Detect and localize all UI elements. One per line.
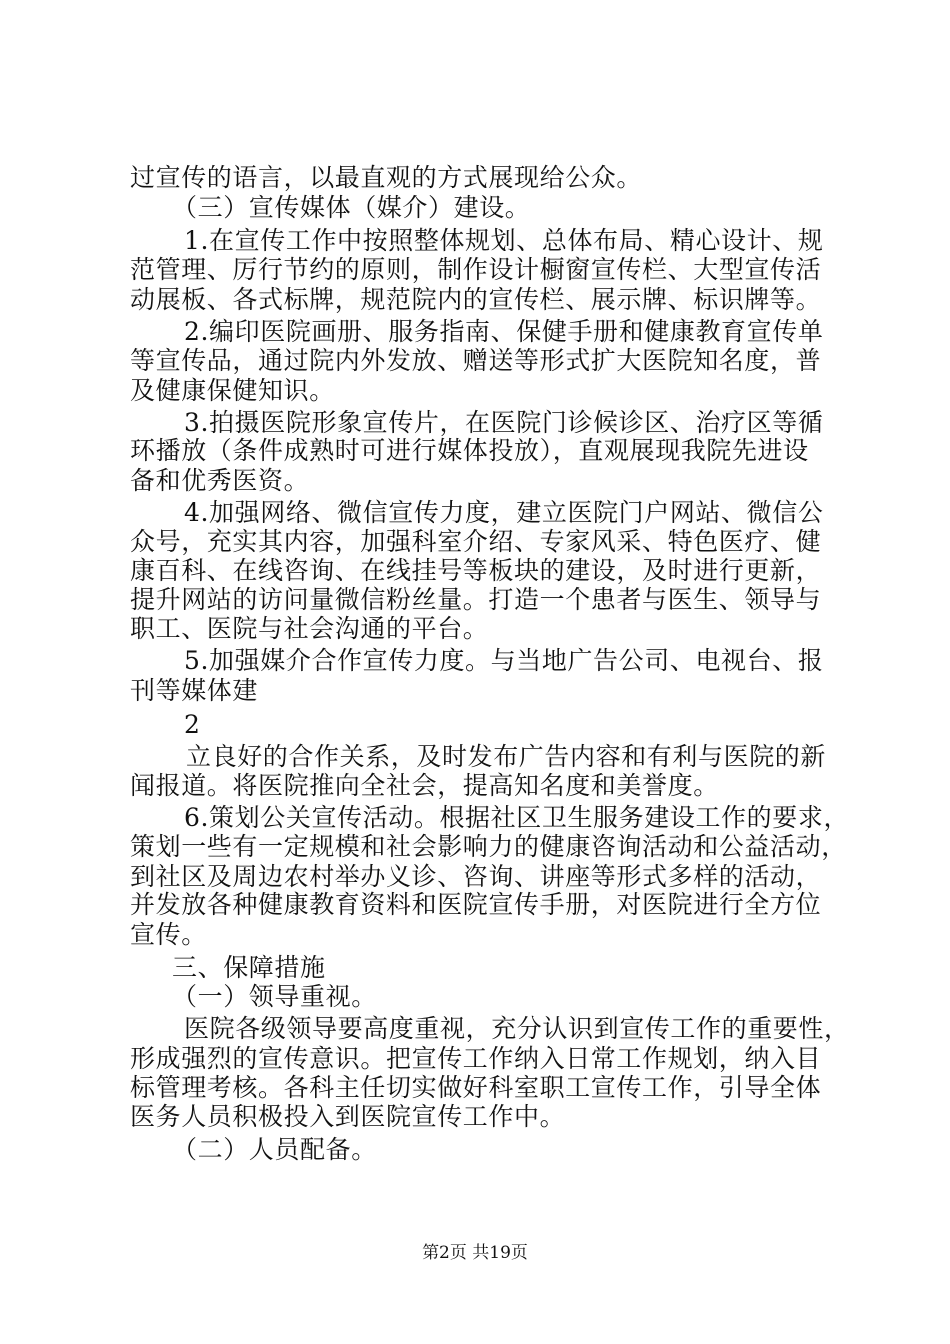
text-line: 2.编印医院画册、服务指南、保健手册和健康教育宣传单	[184, 317, 824, 347]
text-line: 康百科、在线咨询、在线挂号等板块的建设，及时进行更新，	[130, 556, 822, 586]
text-line: 职工、医院与社会沟通的平台。	[130, 614, 489, 644]
text-line: 备和优秀医资。	[130, 465, 310, 495]
text-line: 2	[184, 709, 201, 739]
text-line: 刊等媒体建	[130, 676, 259, 705]
text-line: 并发放各种健康教育资料和医院宣传手册，对医院进行全方位	[130, 890, 822, 920]
text-line: 6.策划公关宣传活动。根据社区卫生服务建设工作的要求，	[184, 803, 850, 833]
text-line: 医院各级领导要高度重视，充分认识到宣传工作的重要性，	[184, 1014, 850, 1044]
text-line: 等宣传品，通过院内外发放、赠送等形式扩大医院知名度，普	[130, 346, 822, 376]
page-footer: 第2页 共19页	[422, 1243, 528, 1263]
text-line: 提升网站的访问量微信粉丝量。打造一个患者与医生、领导与	[130, 584, 822, 614]
text-line: （三）宣传媒体（媒介）建设。	[172, 192, 531, 222]
text-line: （一）领导重视。	[172, 982, 377, 1012]
text-line: 环播放（条件成熟时可进行媒体投放），直观展现我院先进设	[130, 436, 809, 466]
text-line: 到社区及周边农村举办义诊、咨询、讲座等形式多样的活动，	[130, 861, 822, 891]
text-line: 5.加强媒介合作宣传力度。与当地广告公司、电视台、报	[184, 646, 824, 676]
text-line: 4.加强网络、微信宣传力度，建立医院门户网站、微信公	[184, 497, 824, 527]
text-line: 众号，充实其内容，加强科室介绍、专家风采、特色医疗、健	[130, 526, 822, 556]
text-line: 标管理考核。各科主任切实做好科室职工宣传工作，引导全体	[130, 1072, 822, 1102]
text-line: 及健康保健知识。	[130, 375, 335, 405]
text-line: 宣传。	[130, 919, 207, 949]
text-line: 过宣传的语言，以最直观的方式展现给公众。	[130, 163, 643, 192]
text-line: 医务人员积极投入到医院宣传工作中。	[130, 1102, 566, 1132]
text-line: 3.拍摄医院形象宣传片，在医院门诊候诊区、治疗区等循	[184, 407, 824, 437]
text-line: 1.在宣传工作中按照整体规划、总体布局、精心设计、规	[184, 226, 824, 256]
text-line: 三、保障措施	[172, 952, 326, 982]
text-line: 策划一些有一定规模和社会影响力的健康咨询活动和公益活动，	[130, 832, 847, 862]
text-line: 范管理、厉行节约的原则，制作设计橱窗宣传栏、大型宣传活	[130, 254, 822, 284]
text-line: 形成强烈的宣传意识。把宣传工作纳入日常工作规划，纳入目	[130, 1043, 822, 1073]
text-line: 闻报道。将医院推向全社会，提高知名度和美誉度。	[130, 770, 719, 800]
text-line: 立良好的合作关系，及时发布广告内容和有利与医院的新	[186, 741, 827, 771]
text-line: 动展板、各式标牌，规范院内的宣传栏、展示牌、标识牌等。	[130, 284, 822, 314]
text-line: （二）人员配备。	[172, 1135, 377, 1164]
